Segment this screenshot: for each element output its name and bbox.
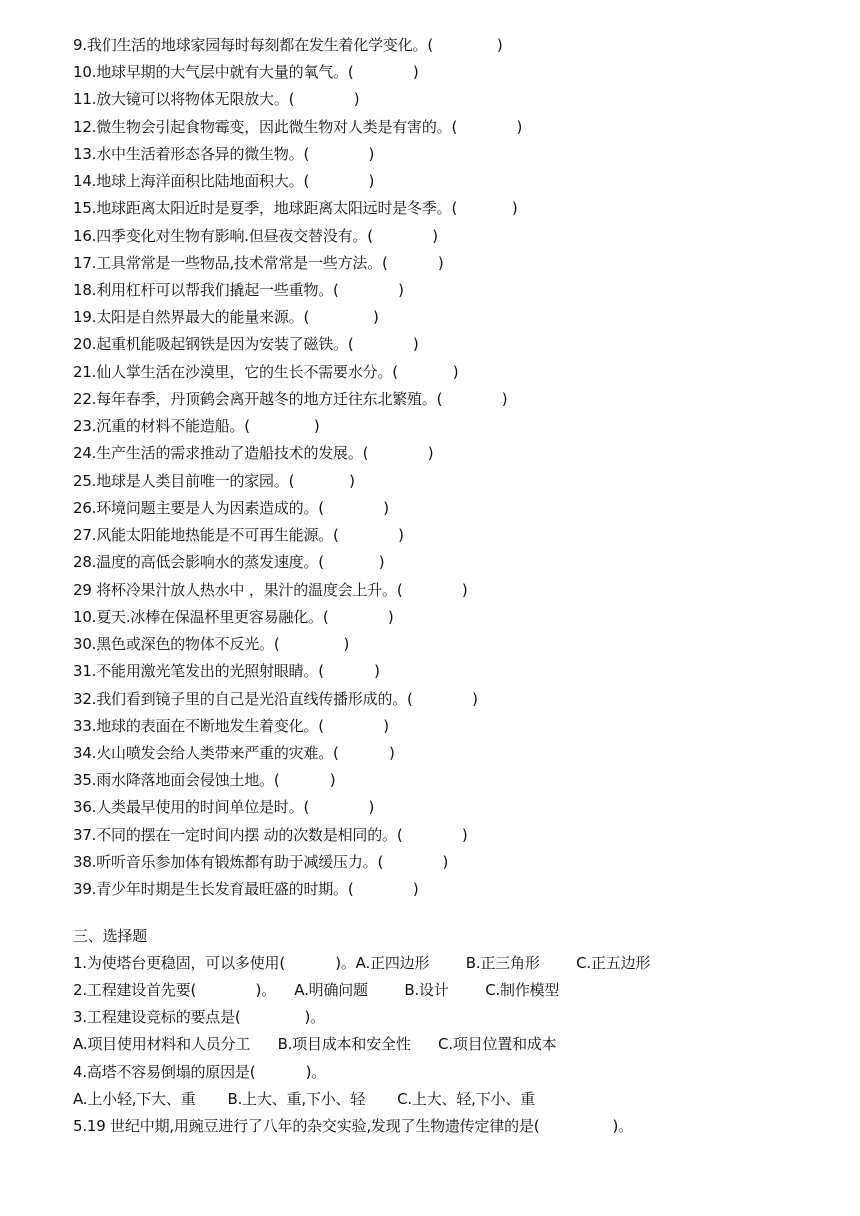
judgement-item: 22.每年春季，丹顶鹤会离开越冬的地方迁往东北繁殖。( ) xyxy=(73,390,508,408)
judgement-item: 39.青少年时期是生长发育最旺盛的时期。( ) xyxy=(73,880,419,898)
judgement-item: 12.微生物会引起食物霉变，因此微生物对人类是有害的。( ) xyxy=(73,118,523,136)
choice-line: A.上小轻,下大、重 B.上大、重,下小、轻 C.上大、轻,下小、重 xyxy=(73,1090,535,1108)
judgement-item: 16.四季变化对生物有影响.但昼夜交替没有。( ) xyxy=(73,227,438,245)
judgement-item: 34.火山喷发会给人类带来严重的灾难。( ) xyxy=(73,744,395,762)
judgement-item: 37.不同的摆在一定时间内摆 动的次数是相同的。( ) xyxy=(73,826,468,844)
choice-line: 3.工程建设竞标的要点是( )。 xyxy=(73,1008,325,1026)
judgement-item: 33.地球的表面在不断地发生着变化。( ) xyxy=(73,717,389,735)
judgement-item: 30.黑色或深色的物体不反光。( ) xyxy=(73,635,350,653)
judgement-item: 38.听听音乐参加体有锻炼都有助于减缓压力。( ) xyxy=(73,853,449,871)
judgement-item: 15.地球距离太阳近时是夏季，地球距离太阳远时是冬季。( ) xyxy=(73,199,518,217)
judgement-item: 10.地球早期的大气层中就有大量的氧气。( ) xyxy=(73,63,419,81)
judgement-item: 32.我们看到镜子里的自己是光沿直线传播形成的。( ) xyxy=(73,690,478,708)
judgement-item: 24.生产生活的需求推动了造船技术的发展。( ) xyxy=(73,444,434,462)
choice-line: 4.高塔不容易倒塌的原因是( )。 xyxy=(73,1063,327,1081)
judgement-item: 36.人类最早使用的时间单位是时。( ) xyxy=(73,798,375,816)
judgement-item: 14.地球上海洋面积比陆地面积大。( ) xyxy=(73,172,375,190)
judgement-item: 9.我们生活的地球家园每时每刻都在发生着化学变化。( ) xyxy=(73,36,503,54)
judgement-item: 23.沉重的材料不能造船。( ) xyxy=(73,417,320,435)
judgement-item: 25.地球是人类目前唯一的家园。( ) xyxy=(73,472,355,490)
judgement-item: 21.仙人掌生活在沙漠里，它的生长不需要水分。( ) xyxy=(73,363,459,381)
judgement-item: 17.工具常常是一些物品,技术常常是一些方法。( ) xyxy=(73,254,444,272)
choice-line: 5.19 世纪中期,用豌豆进行了八年的杂交实验,发现了生物遗传定律的是( )。 xyxy=(73,1117,633,1135)
judgement-item: 18.利用杠杆可以帮我们撬起一些重物。( ) xyxy=(73,281,404,299)
judgement-item: 31.不能用激光笔发出的光照射眼睛。( ) xyxy=(73,662,380,680)
judgement-item: 10.夏天.冰棒在保温杯里更容易融化。( ) xyxy=(73,608,394,626)
judgement-item: 20.起重机能吸起钢铁是因为安装了磁铁。( ) xyxy=(73,335,419,353)
choice-line: A.项目使用材料和人员分工 B.项目成本和安全性 C.项目位置和成本 xyxy=(73,1035,557,1053)
choice-line: 1.为使塔台更稳固，可以多使用( )。A.正四边形 B.正三角形 C.正五边形 xyxy=(73,954,651,972)
judgement-item: 27.风能太阳能地热能是不可再生能源。( ) xyxy=(73,526,404,544)
judgement-item: 29 将杯冷果汁放人热水中 ，果汁的温度会上升。( ) xyxy=(73,581,468,599)
judgement-item: 19.太阳是自然界最大的能量来源。( ) xyxy=(73,308,379,326)
judgement-item: 26.环境问题主要是人为因素造成的。( ) xyxy=(73,499,389,517)
judgement-item: 13.水中生活着形态各异的微生物。( ) xyxy=(73,145,375,163)
choice-line: 2.工程建设首先要( )。 A.明确问题 B.设计 C.制作模型 xyxy=(73,981,560,999)
judgement-item: 35.雨水降落地面会侵蚀土地。( ) xyxy=(73,771,336,789)
judgement-item: 11.放大镜可以将物体无限放大。( ) xyxy=(73,90,360,108)
section-title: 三、选择题 xyxy=(73,927,148,945)
judgement-item: 28.温度的高低会影响水的蒸发速度。( ) xyxy=(73,553,385,571)
